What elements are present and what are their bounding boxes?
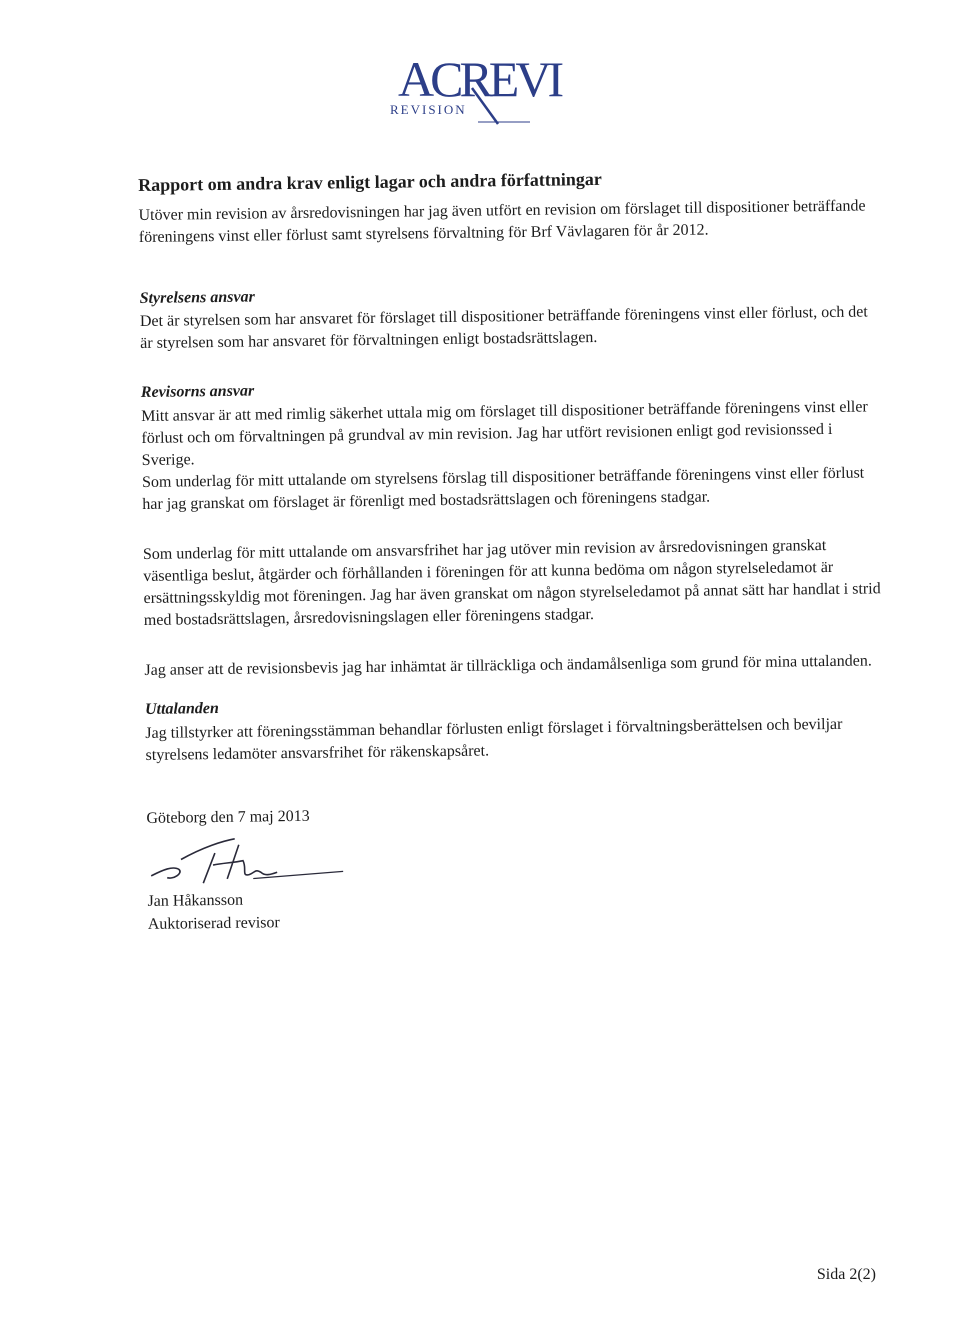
- handwritten-signature: [143, 827, 364, 890]
- page-number: Sida 2(2): [816, 1266, 876, 1283]
- revisorns-ansvar-p3: Som underlag för mitt uttalande om ansvarsfrihet har jag utöver min revision av årsredovisningen granskat väsentliga beslut, åtgärder och förhållanden i föreningen för att kunna bedöma om någon styrelseledamot är ersättningsskyldig mot föreningen. Jag har även granskat om någon styrelseledamot på annat sätt har handlat i strid med bostadsrättslagen, årsredovisningslagen eller föreningens stadgar.: [142, 537, 881, 630]
- logo-subtitle: REVISION: [390, 102, 467, 117]
- place-date: Göteborg den 7 maj 2013: [146, 807, 310, 827]
- signature-block: [146, 797, 888, 936]
- report-body: [138, 164, 888, 936]
- uttalanden-text: Jag tillstyrker att föreningsstämman behandlar förlusten enligt förslaget i förvaltningsberättelsen och beviljar styrelsens ledamöter ansvarsfrihet för räkenskapsåret.: [145, 715, 843, 764]
- revisorns-ansvar-p1: Mitt ansvar är att med rimlig säkerhet uttala mig om förslaget till dispositioner beträffande föreningens vinst eller förlust och om förvaltningen på grundval av min revision. Jag har utfört revisionen enligt god revisionssed i Sverige.: [141, 398, 868, 470]
- report-intro: Utöver min revision av årsredovisningen har jag även utfört en revision om förslaget till dispositioner beträffande föreningens vinst eller förlust samt styrelsens förvaltning för Brf Vävlagaren för år 2012.: [138, 196, 866, 246]
- signer-title: Auktoriserad revisor: [147, 914, 280, 933]
- styrelsens-ansvar-text: Det är styrelsen som har ansvaret för förslaget till dispositioner beträffande föreningens vinst eller förlust, och det är styrelsen som har ansvaret för förvaltningen enligt bostadsrättslagen.: [139, 303, 868, 353]
- section-title-revisorns-ansvar: Revisorns ansvar: [140, 382, 255, 402]
- section-title-styrelsens-ansvar: Styrelsens ansvar: [139, 287, 255, 307]
- report-heading: Rapport om andra krav enligt lagar och andra författningar: [138, 168, 602, 195]
- section-title-uttalanden: Uttalanden: [144, 700, 219, 719]
- acrevi-logo: [380, 50, 570, 130]
- revisorns-ansvar-p4: Jag anser att de revisionsbevis jag har inhämtat är tillräckliga och ändamålsenliga som grund för mina uttalanden.: [144, 652, 872, 680]
- signer-name: Jan Håkansson: [147, 891, 244, 910]
- revisorns-ansvar-p2: Som underlag för mitt uttalande om styrelsens förslag till dispositioner beträffande föreningens vinst eller förlust har jag granskat om förslaget är förenligt med bostadsrättslagen och föreningens stadgar.: [141, 464, 865, 514]
- acrevi-logo-graphic: [380, 50, 570, 130]
- logo-wordmark: ACREVI: [398, 51, 561, 107]
